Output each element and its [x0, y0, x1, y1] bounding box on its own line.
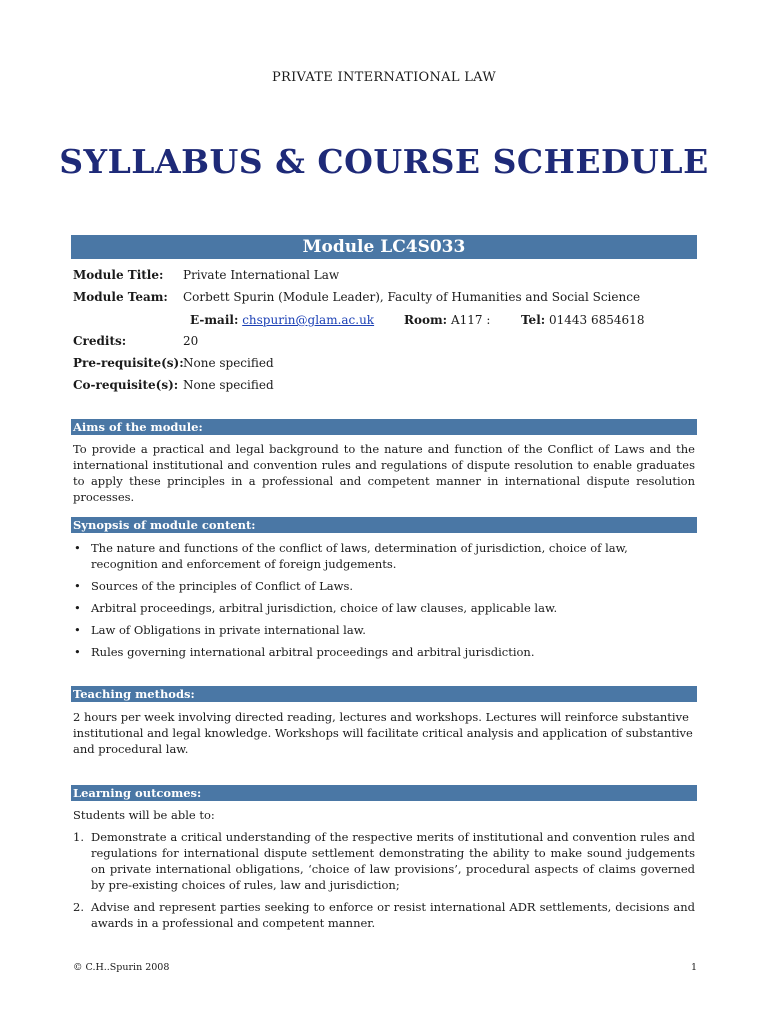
list-item-text: Demonstrate a critical understanding of the respective merits of institutional and convention rules and regulations for international dispute settlement demonstrating the ability to make sound judgements on private international obligations, ‘choice of law provisions’, procedural aspects of claims governed by pre-existing choices of rules, law and jurisdiction; — [91, 830, 695, 892]
list-item-text: Sources of the principles of Conflict of Laws. — [91, 579, 354, 593]
list-item — [73, 622, 695, 638]
module-title-label: Module Title: — [73, 268, 164, 282]
synopsis-list — [73, 540, 695, 666]
module-title-row — [73, 266, 697, 284]
bullet-icon: • — [74, 645, 81, 659]
list-number: 1. — [73, 830, 84, 844]
module-team-label: Module Team: — [73, 290, 168, 304]
corequisites-row — [73, 376, 697, 394]
module-title-value: Private International Law — [183, 268, 340, 282]
list-item-text: Arbitral proceedings, arbitral jurisdiction, choice of law clauses, applicable law. — [91, 601, 558, 615]
synopsis-heading: Synopsis of module content: — [71, 517, 697, 533]
list-item — [73, 899, 695, 931]
list-item — [73, 829, 695, 893]
course-title: PRIVATE INTERNATIONAL LAW — [271, 70, 496, 85]
list-item — [73, 578, 695, 594]
room-label: Room: — [404, 313, 448, 327]
aims-heading: Aims of the module: — [71, 419, 697, 435]
email-link[interactable]: chspurin@glam.ac.uk — [242, 313, 375, 327]
list-item-text: The nature and functions of the conflict of laws, determination of jurisdiction, choice of law, recognition and enforcement of foreign judgements. — [91, 541, 628, 571]
prerequisites-row — [73, 354, 697, 372]
list-item — [73, 600, 695, 616]
list-item-text: Law of Obligations in private international law. — [91, 623, 366, 637]
email-group — [190, 311, 374, 329]
credits-value: 20 — [183, 334, 199, 348]
page-title: SYLLABUS & COURSE SCHEDULE — [59, 142, 709, 181]
tel-group — [521, 311, 644, 329]
tel-label: Tel: — [521, 313, 546, 327]
list-item — [73, 644, 695, 660]
outcomes-intro: Students will be able to: — [73, 808, 215, 822]
module-code-heading: Module LC4S033 — [71, 235, 697, 259]
copyright-text: © C.H..Spurin 2008 — [73, 962, 170, 973]
prerequisites-value: None specified — [183, 356, 274, 370]
teaching-text: 2 hours per week involving directed reading, lectures and workshops. Lectures will reinforce substantive institutional and legal knowledge. Workshops will facilitate critical analysis and application of substantive and procedural law. — [73, 710, 693, 756]
list-item — [73, 540, 695, 572]
list-item-text: Advise and represent parties seeking to enforce or resist international ADR settlements, decisions and awards in a professional and competent manner. — [91, 900, 695, 930]
credits-row — [73, 332, 697, 350]
list-item-text: Rules governing international arbitral proceedings and arbitral jurisdiction. — [91, 645, 535, 659]
aims-text: To provide a practical and legal background to the nature and function of the Conflict of Laws and the international institutional and convention rules and regulations of dispute resolution to enable graduates to apply these principles in a professional and competent manner in international dispute resolution processes. — [73, 442, 695, 504]
tel-value: 01443 6854618 — [549, 313, 645, 327]
room-value: A117 : — [450, 313, 491, 327]
corequisites-value: None specified — [183, 378, 274, 392]
page-number: 1 — [690, 962, 697, 973]
room-group — [404, 311, 490, 329]
bullet-icon: • — [74, 579, 81, 593]
corequisites-label: Co-requisite(s): — [73, 378, 179, 392]
email-label: E-mail: — [190, 313, 239, 327]
credits-label: Credits: — [73, 334, 127, 348]
teaching-heading: Teaching methods: — [71, 686, 697, 702]
bullet-icon: • — [74, 601, 81, 615]
outcomes-list — [73, 829, 695, 937]
module-team-value: Corbett Spurin (Module Leader), Faculty of Humanities and Social Science — [183, 290, 641, 304]
outcomes-heading: Learning outcomes: — [71, 785, 697, 801]
module-team-row — [73, 288, 697, 306]
page-footer — [73, 962, 697, 973]
bullet-icon: • — [74, 541, 81, 555]
prerequisites-label: Pre-requisite(s): — [73, 356, 184, 370]
list-number: 2. — [73, 900, 84, 914]
contact-row — [73, 311, 697, 329]
bullet-icon: • — [74, 623, 81, 637]
